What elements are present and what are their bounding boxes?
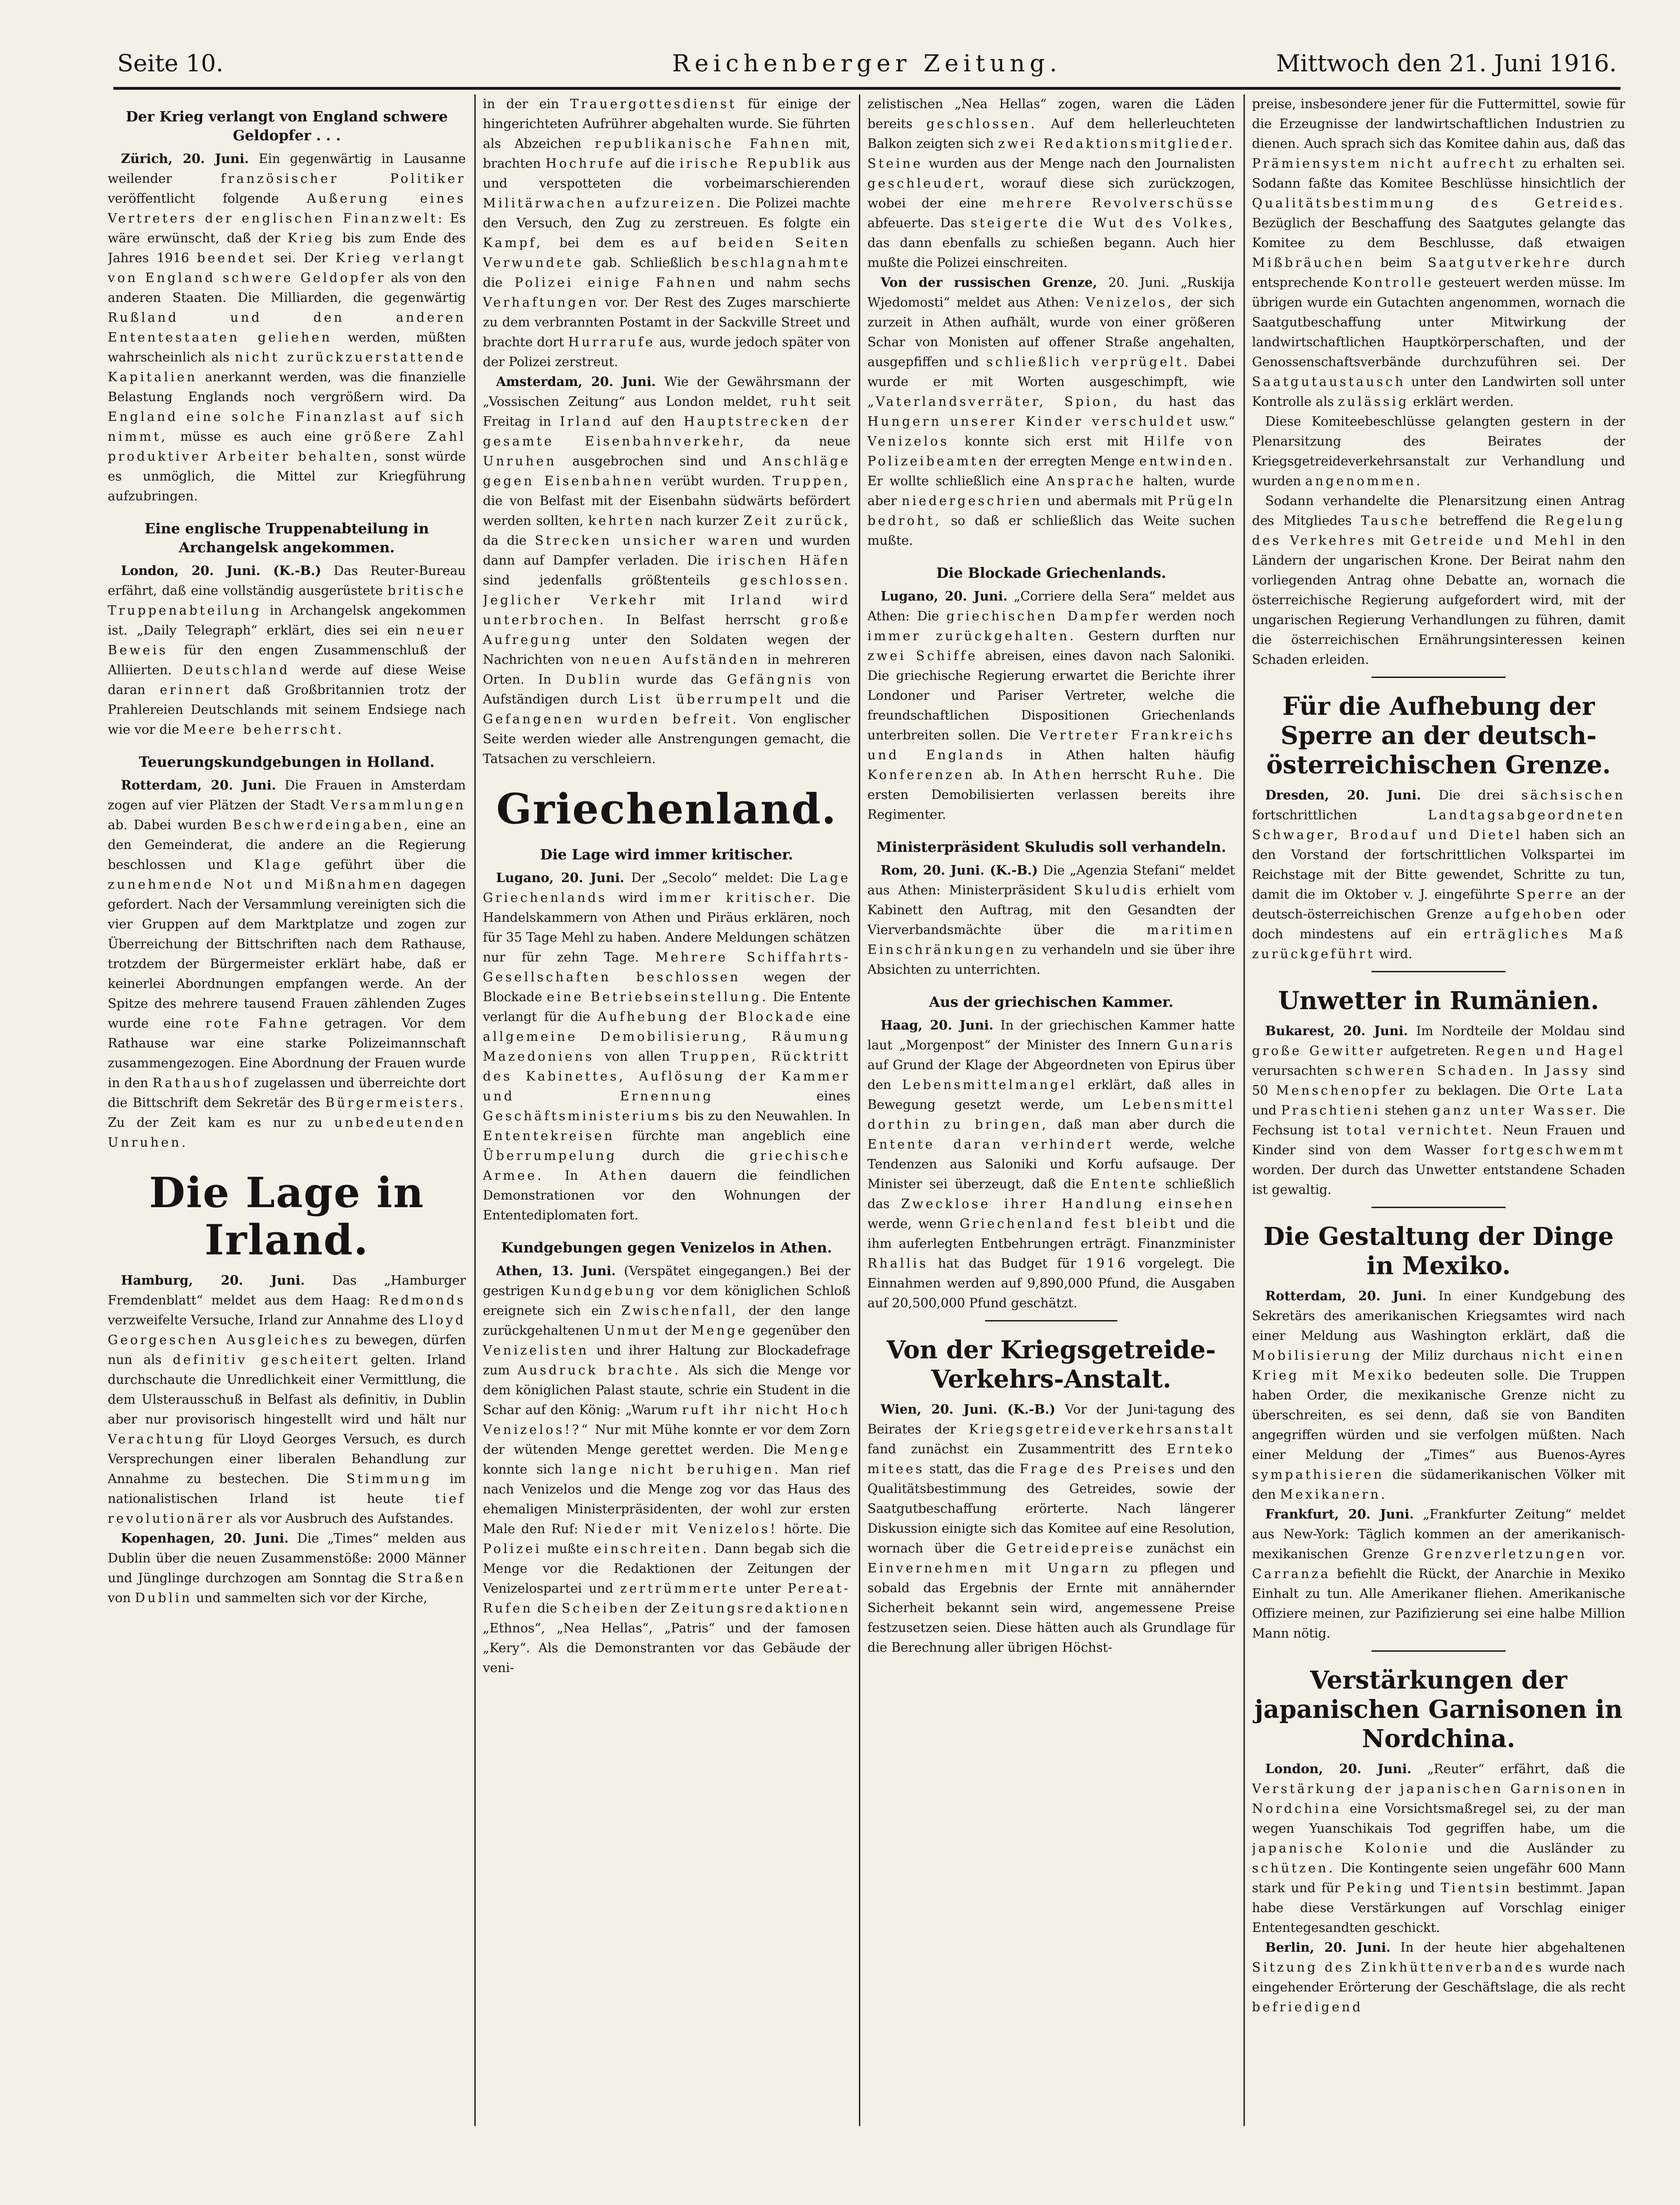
article-body: Sodann verhandelte die Plenarsitzung einen Antrag des Mitgliedes Tausche betreffend die Regelung des Verkehres mit Getreide und Mehl in den Ländern der ungarischen Krone. Der Beirat nahm den vorliegenden Antrag ohne Debatte an, wornach die österreichische Regierung aufgefordert wird, mit der ungarischen Regierung Verhandlungen zu führen, damit die österreichischen Ernährungsinteressen keinen Schaden erleiden. xyxy=(1252,494,1625,667)
separator-rule xyxy=(1371,1207,1506,1208)
article-body: Berlin, 20. Juni. In der heute hier abgehaltenen Sitzung des Zinkhüttenverbandes wurde nach eingehender Erörterung der Geschäftslage, die als recht befriedigend xyxy=(1252,1940,1625,2015)
column-2 xyxy=(483,94,850,2126)
separator-rule xyxy=(1371,1650,1506,1652)
article-body: Rotterdam, 20. Juni. In einer Kundgebung des Sekretärs des amerikanischen Kriegsamtes wird nach einer Meldung aus Washington erklärt, daß die Mobilisierung der Miliz durchaus nicht einen Krieg mit Mexiko bedeuten solle. Die Truppen haben Order, die mexikanische Grenze nicht zu überschreiten, es sei denn, daß sie von Banditen angegriffen würden und sie verfolgen müßten. Nach einer Meldung der „Times“ aus Buenos-Ayres sympathisieren die südamerikanischen Völker mit den Mexikanern. xyxy=(1252,1289,1625,1502)
column-rule xyxy=(1243,94,1245,2126)
article-body: Frankfurt, 20. Juni. „Frankfurter Zeitung“ meldet aus New-York: Täglich kommen an der amerikanisch-mexikanischen Grenze Grenzverletzungen vor. Carranza befiehlt die Rückt, der Anarchie in Mexiko Einhalt zu tun. Alle Amerikaner fliehen. Amerikanische Offiziere meinen, zur Pazifizierung sei eine halbe Million Mann nötig. xyxy=(1252,1507,1625,1641)
separator-rule xyxy=(985,1320,1117,1321)
article-headline: Eine englische Truppenabteilung in Archangelsk angekommen. xyxy=(145,521,429,556)
header-rule xyxy=(113,87,1620,90)
article-headline: Unwetter in Rumänien. xyxy=(1278,987,1599,1015)
column-1 xyxy=(108,94,466,2126)
page-header xyxy=(113,38,1620,94)
article-headline: Kundgebungen gegen Venizelos in Athen. xyxy=(501,1240,832,1256)
column-3 xyxy=(867,94,1235,2126)
article-headline: Die Blockade Griechenlands. xyxy=(936,565,1166,582)
article-headline: Verstärkungen der japanischen Garnisonen in Nordchina. xyxy=(1254,1666,1623,1753)
article-headline: Von der Kriegsgetreide-Verkehrs-Anstalt. xyxy=(886,1336,1216,1394)
article-body: Diese Komiteebeschlüsse gelangten gestern in der Plenarsitzung des Beirates der Kriegsgetreideverkehrsanstalt zur Verhandlung und wurden angenommen. xyxy=(1252,414,1625,489)
article-headline: Die Gestaltung der Dinge in Mexiko. xyxy=(1263,1222,1614,1280)
article-headline: Der Krieg verlangt von England schwere Geldopfer . . . xyxy=(126,109,448,144)
page-number: Seite 10. xyxy=(117,50,223,77)
issue-date: Mittwoch den 21. Juni 1916. xyxy=(1276,50,1617,77)
article-body: Zürich, 20. Juni. Ein gegenwärtig in Lausanne weilender französischer Politiker veröffentlicht folgende Außerung eines Vertreters der englischen Finanzwelt: Es wäre erwünscht, daß der Krieg bis zum Ende des Jahres 1916 beendet sei. Der Krieg verlangt von England schwere Geldopfer als von den anderen Staaten. Die Milliarden, die gegenwärtig Rußland und den anderen Ententestaaten geliehen werden, müßten wahrscheinlich als nicht zurückzuerstattende Kapitalien anerkannt werden, was die finanzielle Belastung Englands noch vergrößern wird. Da England eine solche Finanzlast auf sich nimmt, müsse es auch eine größere Zahl produktiver Arbeiter behalten, sonst würde es unmöglich, die Mittel zur Kriegführung aufzubringen. xyxy=(108,152,466,504)
article-body: Von der russischen Grenze, 20. Juni. „Ruskija Wjedomosti“ meldet aus Athen: Venizelos, der sich zurzeit in Athen aufhält, wurde von einer größeren Schar von Monisten auf offener Straße angehalten, ausgepfiffen und schließlich verprügelt. Dabei wurde er mit Worten ausgeschimpft, wie „Vaterlandsverräter, Spion, du hast das Hungern unserer Kinder verschuldet usw.“ Venizelos konnte sich erst mit Hilfe von Polizeibeamten der erregten Menge entwinden. Er wollte schließlich eine Ansprache halten, wurde aber niedergeschrien und abermals mit Prügeln bedroht, so daß er schließlich das Weite suchen mußte. xyxy=(867,275,1235,548)
separator-rule xyxy=(1371,677,1506,678)
article-body: Dresden, 20. Juni. Die drei sächsischen fortschrittlichen Landtagsabgeordneten Schwager, Brodauf und Dietel haben sich an den Vorstand der fortschrittlichen Volkspartei im Reichstage mit der Bitte gewendet, Schritte zu tun, damit die im Oktober v. J. eingeführte Sperre an der deutsch-österreichischen Grenze aufgehoben oder doch mindestens auf ein erträgliches Maß zurückgeführt wird. xyxy=(1252,788,1625,961)
article-body: zelistischen „Nea Hellas“ zogen, waren die Läden bereits geschlossen. Auf dem hellerleuchteten Balkon zeigten sich zwei Redaktionsmitglieder. Steine wurden aus der Menge nach den Journalisten geschleudert, worauf diese sich zurückzogen, wobei der eine mehrere Revolverschüsse abfeuerte. Das steigerte die Wut des Volkes, das dann ebenfalls zu schießen begann. Auch hier mußte die Polizei einschreiten. xyxy=(867,97,1235,270)
article-body: Bukarest, 20. Juni. Im Nordteile der Moldau sind große Gewitter aufgetreten. Regen und Hagel verursachten schweren Schaden. In Jassy sind 50 Menschenopfer zu beklagen. Die Orte Lata und Praschtieni stehen ganz unter Wasser. Die Fechsung ist total vernichtet. Neun Frauen und Kinder sind von dem Wasser fortgeschwemmt worden. Der durch das Unwetter entstandene Schaden ist gewaltig. xyxy=(1252,1024,1625,1197)
article-body: Kopenhagen, 20. Juni. Die „Times“ melden aus Dublin über die neuen Zusammenstöße: 2000 Männer und Jünglinge durchzogen am Sonntag die Straßen von Dublin und sammelten sich vor der Kirche, xyxy=(108,1531,466,1605)
article-body: London, 20. Juni. (K.-B.) Das Reuter-Bureau erfährt, daß eine vollständig ausgerüstete britische Truppenabteilung in Archangelsk angekommen ist. „Daily Telegraph“ erklärt, dies sei ein neuer Beweis für den engen Zusammenschluß der Alliierten. Deutschland werde auf diese Weise daran erinnert daß Großbritannien trotz der Prahlereien Deutschlands mit seinem Endsiege nach wie vor die Meere beherrscht. xyxy=(108,564,466,737)
separator-rule xyxy=(1371,971,1506,972)
article-headline: Für die Aufhebung der Sperre an der deutsch-österreichischen Grenze. xyxy=(1266,692,1611,780)
article-body: Wien, 20. Juni. (K.-B.) Vor der Juni-tagung des Beirates der Kriegsgetreideverkehrsanstalt fand zunächst ein Zusammentritt des Ernteko mitees statt, das die Frage des Preises und den Qualitätsbestimmung des Getreides, sowie der Saatgutbeschaffung erörterte. Nach längerer Diskussion einigte sich das Komitee auf eine Resolution, wornach über die Getreidepreise zunächst ein Einvernehmen mit Ungarn zu pflegen und sobald das Ergebnis der Ernte mit annähernder Sicherheit bekannt sein wird, angemessene Preise festzusetzen seien. Diese hätten auch als Grundlage für die Berechnung aller übrigen Höchst- xyxy=(867,1402,1235,1655)
article-body: Lugano, 20. Juni. „Corriere della Sera“ meldet aus Athen: Die griechischen Dampfer werden noch immer zurückgehalten. Gestern durften nur zwei Schiffe abreisen, eines davon nach Saloniki. Die griechische Regierung erwartet die Berichte ihrer Londoner und Pariser Vertreter, welche die freundschaftlichen Dispositionen Griechenlands unterbreiten sollen. Die Vertreter Frankreichs und Englands in Athen halten häufig Konferenzen ab. In Athen herrscht Ruhe. Die ersten Demobilisierten verlassen bereits ihre Regimenter. xyxy=(867,589,1235,822)
article-body: Haag, 20. Juni. In der griechischen Kammer hatte laut „Morgenpost“ der Minister des Innern Gunaris auf Grund der Klage der Abgeordneten von Epirus über den Lebensmittelmangel erklärt, daß alles in Bewegung gesetzt werde, um Lebensmittel dorthin zu bringen, daß man aber durch die Entente daran verhindert werde, welche Tendenzen aus Saloniki und Korfu aufsauge. Der Minister sei überzeugt, daß die Entente schließlich das Zwecklose ihrer Handlung einsehen werde, wenn Griechenland fest bleibt und die ihm auferlegten Entbehrungen erträgt. Finanzminister Rhallis hat das Budget für 1916 vorgelegt. Die Einnahmen werden auf 9,890,000 Pfund, die Ausgaben auf 20,500,000 Pfund geschätzt. xyxy=(867,1018,1235,1311)
article-body: Amsterdam, 20. Juni. Wie der Gewährsmann der „Vossischen Zeitung“ aus London meldet, ruht seit Freitag in Irland auf den Hauptstrecken der gesamte Eisenbahnverkehr, da neue Unruhen ausgebrochen sind und Anschläge gegen Eisenbahnen verübt wurden. Truppen, die von Belfast mit der Eisenbahn südwärts befördert werden sollten, kehrten nach kurzer Zeit zurück, da die Strecken unsicher waren und wurden dann auf Dampfer verladen. Die irischen Häfen sind jedenfalls größtenteils geschlossen. Jeglicher Verkehr mit Irland wird unterbrochen. In Belfast herrscht große Aufregung unter den Soldaten wegen der Nachrichten von neuen Aufständen in mehreren Orten. In Dublin wurde das Gefängnis von Aufständigen durch List überrumpelt und die Gefangenen wurden befreit. Von englischer Seite werden wieder alle Anstrengungen gemacht, die Tatsachen zu verschleiern. xyxy=(483,375,850,766)
section-headline: Die Lage in Irland. xyxy=(149,1168,425,1264)
article-headline: Aus der griechischen Kammer. xyxy=(929,994,1174,1011)
column-4 xyxy=(1252,94,1625,2126)
column-rule xyxy=(859,94,860,2126)
article-body: in der ein Trauergottesdienst für einige der hingerichteten Aufrührer abgehalten wurde. Sie führten als Abzeichen republikanische Fahnen mit, brachten Hochrufe auf die irische Republik aus und verspotteten die vorbeimarschierenden Militärwachen aufzureizen. Die Polizei machte den Versuch, den Zug zu zerstreuen. Es folgte ein Kampf, bei dem es auf beiden Seiten Verwundete gab. Schließlich beschlagnahmte die Polizei einige Fahnen und nahm sechs Verhaftungen vor. Der Rest des Zuges marschierte zu dem verbrannten Postamt in der Sackville Street und brachte dort Hurrarufe aus, wurde jedoch später von der Polizei zerstreut. xyxy=(483,97,850,369)
article-body: Lugano, 20. Juni. Der „Secolo“ meldet: Die Lage Griechenlands wird immer kritischer. Die Handelskammern von Athen und Piräus erklären, noch für 35 Tage Mehl zu haben. Andere Meldungen schätzen nur für zehn Tage. Mehrere Schiffahrts-Gesellschaften beschlossen wegen der Blockade eine Betriebseinstellung. Die Entente verlangt für die Aufhebung der Blockade eine allgemeine Demobilisierung, Räumung Mazedoniens von allen Truppen, Rücktritt des Kabinettes, Auflösung der Kammer und Ernennung eines Geschäftsministeriums bis zu den Neuwahlen. In Ententekreisen fürchte man angeblich eine Überrumpelung durch die griechische Armee. In Athen dauern die feindlichen Demonstrationen vor den Wohnungen der Ententediplomaten fort. xyxy=(483,871,850,1223)
article-body: Hamburg, 20. Juni. Das „Hamburger Fremdenblatt“ meldet aus dem Haag: Redmonds verzweifelte Versuche, Irland zur Annahme des Lloyd Georgeschen Ausgleiches zu bewegen, dürfen nun als definitiv gescheitert gelten. Irland durchschaute die Unredlichkeit einer Vermittlung, die dem Ulsterausschuß in Belfast als definitiv, in Dublin aber nur provisorisch hingestellt wird und hält nur Verachtung für Lloyd Georges Versuch, es durch Versprechungen einer liberalen Behandlung zur Annahme zu bestechen. Die Stimmung im nationalistischen Irland ist heute tief revolutionärer als vor Ausbruch des Aufstandes. xyxy=(108,1273,466,1526)
section-headline: Griechenland. xyxy=(496,784,837,833)
column-rule xyxy=(474,94,476,2126)
article-body: Athen, 13. Juni. (Verspätet eingegangen.) Bei der gestrigen Kundgebung vor dem königlichen Schloß ereignete sich ein Zwischenfall, der den lange zurückgehaltenen Unmut der Menge gegenüber den Venizelisten und ihrer Haltung zur Blockadefrage zum Ausdruck brachte. Als sich die Menge vor dem königlichen Palast staute, schrie ein Student in die Schar auf den König: „Warum ruft ihr nicht Hoch Venizelos!?“ Nur mit Mühe konnte er vor dem Zorn der wütenden Menge gerettet werden. Die Menge konnte sich lange nicht beruhigen. Man rief nach Venizelos und die Menge zog vor das Haus des ehemaligen Ministerpräsidenten, der wohl zur ersten Male den Ruf: Nieder mit Venizelos! hörte. Die Polizei mußte einschreiten. Dann begab sich die Menge vor die Redaktionen der Zeitungen der Venizelospartei und zertrümmerte unter Pereat-Rufen die Scheiben der Zeitungsredaktionen „Ethnos“, „Nea Hellas“, „Patris“ und der famosen „Kery“. Als die Demonstranten vor das Gebäude der veni- xyxy=(483,1264,850,1675)
article-body: Rotterdam, 20. Juni. Die Frauen in Amsterdam zogen auf vier Plätzen der Stadt Versammlungen ab. Dabei wurden Beschwerdeingaben, eine an den Gemeinderat, die andere an die Regierung beschlossen und Klage geführt über die zunehmende Not und Mißnahmen dagegen gefordert. Nach der Versammlung vereinigten sich die vier Gruppen auf dem Marktplatze und zogen zur Überreichung der Bittschriften nach dem Rathause, trotzdem der Bürgermeister erklärt habe, daß er keinerlei Abordnungen empfangen werde. An der Spitze des mehrere tausend Frauen zählenden Zuges wurde eine rote Fahne getragen. Vor dem Rathause war eine starke Polizeimannschaft zusammengezogen. Eine Abordnung der Frauen wurde in den Rathaushof zugelassen und überreichte dort die Bittschrift dem Sekretär des Bürgermeisters. Zu der Zeit kam es nur zu unbedeutenden Unruhen. xyxy=(108,778,466,1150)
article-headline: Die Lage wird immer kritischer. xyxy=(540,847,793,863)
article-headline: Ministerpräsident Skuludis soll verhandeln. xyxy=(876,839,1226,856)
article-body: Rom, 20. Juni. (K.-B.) Die „Agenzia Stefani“ meldet aus Athen: Ministerpräsident Skuludis erhielt vom Kabinett den Auftrag, mit den Gesandten der Vierverbandsmächte über die maritimen Einschränkungen zu verhandeln und sie über ihre Absichten zu unterrichten. xyxy=(867,863,1235,977)
article-body: preise, insbesondere jener für die Futtermittel, sowie für die Erzeugnisse der landwirtschaftlichen Industrien zu dienen. Auch sprach sich das Komitee dahin aus, daß das Prämiensystem nicht aufrecht zu erhalten sei. Sodann faßte das Komitee Beschlüsse hinsichtlich der Qualitätsbestimmung des Getreides. Bezüglich der Beschaffung des Saatgutes gelangte das Komitee zu dem Beschlusse, daß etwaigen Mißbräuchen beim Saatgutverkehre durch entsprechende Kontrolle gesteuert werden müsse. Im übrigen wurde ein Gutachten angenommen, wornach die Saatgutbeschaffung unter Mitwirkung der landwirtschaftlichen Hauptkörperschaften, und der Genossenschaftsverbände durchzuführen sei. Der Saatgutaustausch unter den Landwirten soll unter Kontrolle als zulässig erklärt werden. xyxy=(1252,97,1625,409)
article-body: London, 20. Juni. „Reuter“ erfährt, daß die Verstärkung der japanischen Garnisonen in Nordchina eine Vorsichtsmaßregel sei, zu der man wegen Yuanschikais Tod gegriffen habe, um die japanische Kolonie und die Ausländer zu schützen. Die Kontingente seien ungefähr 600 Mann stark und für Peking und Tientsin bestimmt. Japan habe diese Verstärkungen auf Vorschlag einiger Ententegesandten geschickt. xyxy=(1252,1762,1625,1935)
newspaper-name: Reichenberger Zeitung. xyxy=(672,50,1062,77)
article-headline: Teuerungskundgebungen in Holland. xyxy=(138,754,435,771)
